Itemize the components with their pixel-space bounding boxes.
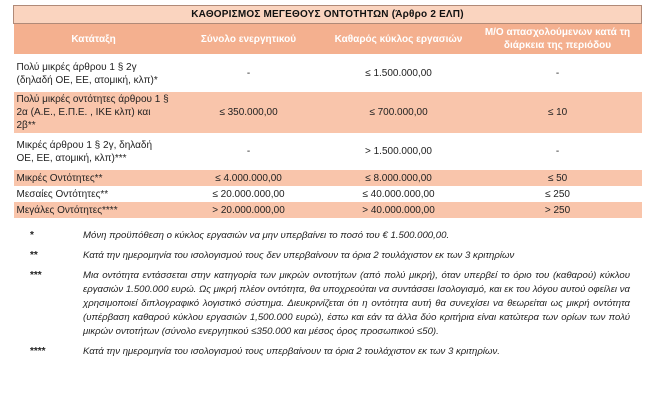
row-category: Μικρές Οντότητες** xyxy=(14,170,174,186)
footnote-mark: * xyxy=(30,230,34,241)
footnote-mark: **** xyxy=(30,346,46,357)
table-row xyxy=(14,202,642,218)
footnote xyxy=(30,269,630,339)
header-category: Κατάταξη xyxy=(14,24,174,55)
row-total-assets: - xyxy=(174,55,324,93)
table-title-row xyxy=(14,6,642,24)
row-net-turnover: ≤ 8.000.000,00 xyxy=(324,170,474,186)
footnote xyxy=(30,345,630,359)
footnote-mark: *** xyxy=(30,270,42,281)
header-avg-employees: Μ/Ο απασχολούμενων κατά τη διάρκεια της περιόδου xyxy=(474,24,642,55)
row-avg-employees: ≤ 50 xyxy=(474,170,642,186)
footnote xyxy=(30,249,630,263)
row-total-assets: ≤ 20.000.000,00 xyxy=(174,186,324,202)
header-net-turnover: Καθαρός κύκλος εργασιών xyxy=(324,24,474,55)
row-avg-employees: ≤ 250 xyxy=(474,186,642,202)
row-net-turnover: ≤ 40.000.000,00 xyxy=(324,186,474,202)
row-net-turnover: ≤ 700.000,00 xyxy=(324,92,474,133)
row-total-assets: - xyxy=(174,133,324,170)
row-total-assets: > 20.000.000,00 xyxy=(174,202,324,218)
row-avg-employees: ≤ 10 xyxy=(474,92,642,133)
row-total-assets: ≤ 350.000,00 xyxy=(174,92,324,133)
table-header-row xyxy=(14,24,642,55)
table-row xyxy=(14,170,642,186)
row-category: Μεγάλες Οντότητες**** xyxy=(14,202,174,218)
table-row xyxy=(14,92,642,133)
table-title: ΚΑΘΟΡΙΣΜΟΣ ΜΕΓΕΘΟΥΣ ΟΝΤΟΤΗΤΩΝ (Άρθρο 2 ΕΛΠ) xyxy=(14,6,642,24)
entity-size-table xyxy=(13,5,642,218)
footnote-text: Μια οντότητα εντάσσεται στην κατηγορία των μικρών οντοτήτων (από πολύ μικρή), όταν υπερβεί το όριο του (καθαρού) κύκλου εργασιών 1.500.000 ευρώ. Ως μικρή πλέον οντότητα, θα υποχρεούται να συντάσσει Ισολογισμό, και εκ του λόγου αυτού οφείλει να χρησιμοποιεί διπλογραφικό λογιστικό σύστημα. Διευκρινίζεται ότι η οντότητα αυτή θα συνεχίσει να θεωρείται ως μικρή οντότητα (υπέρβαση καθαρού κύκλου εργασιών 1,500.000 ευρώ), έστω και εάν τα άλλα δύο κριτήρια είναι κατώτερα των ορίων των πολύ μικρών οντοτήτων (σύνολο ενεργητικού ≤350.000 και μέσος όρος προσωπικού ≤50). xyxy=(83,270,630,337)
row-net-turnover: ≤ 1.500.000,00 xyxy=(324,55,474,93)
footnote xyxy=(30,229,630,243)
table-row xyxy=(14,186,642,202)
row-avg-employees: - xyxy=(474,133,642,170)
row-avg-employees: - xyxy=(474,55,642,93)
row-total-assets: ≤ 4.000.000,00 xyxy=(174,170,324,186)
footnote-mark: ** xyxy=(30,250,38,261)
table-row xyxy=(14,133,642,170)
row-net-turnover: > 40.000.000,00 xyxy=(324,202,474,218)
footnote-text: Μόνη προϋπόθεση ο κύκλος εργασιών να μην υπερβαίνει το ποσό του € 1.500.000,00. xyxy=(83,230,450,241)
row-category: Πολύ μικρές οντότητες άρθρου 1 § 2α (Α.Ε., Ε.Π.Ε. , ΙΚΕ κλπ) και 2β** xyxy=(14,92,174,133)
row-net-turnover: > 1.500.000,00 xyxy=(324,133,474,170)
row-category: Μικρές άρθρου 1 § 2γ, δηλαδή ΟΕ, ΕΕ, ατομική, κλπ)*** xyxy=(14,133,174,170)
footnotes xyxy=(30,229,630,365)
row-avg-employees: > 250 xyxy=(474,202,642,218)
footnote-text: Κατά την ημερομηνία του ισολογισμού τους υπερβαίνουν τα όρια 2 τουλάχιστον εκ των 3 κριτηρίων. xyxy=(83,346,500,357)
row-category: Πολύ μικρές άρθρου 1 § 2γ (δηλαδή ΟΕ, ΕΕ, ατομική, κλπ)* xyxy=(14,55,174,93)
table-row xyxy=(14,55,642,93)
row-category: Μεσαίες Οντότητες** xyxy=(14,186,174,202)
footnote-text: Κατά την ημερομηνία του ισολογισμού τους δεν υπερβαίνουν τα όρια 2 τουλάχιστον εκ των 3 κριτηρίων xyxy=(83,250,515,261)
header-total-assets: Σύνολο ενεργητικού xyxy=(174,24,324,55)
entity-size-table-container xyxy=(13,5,641,218)
